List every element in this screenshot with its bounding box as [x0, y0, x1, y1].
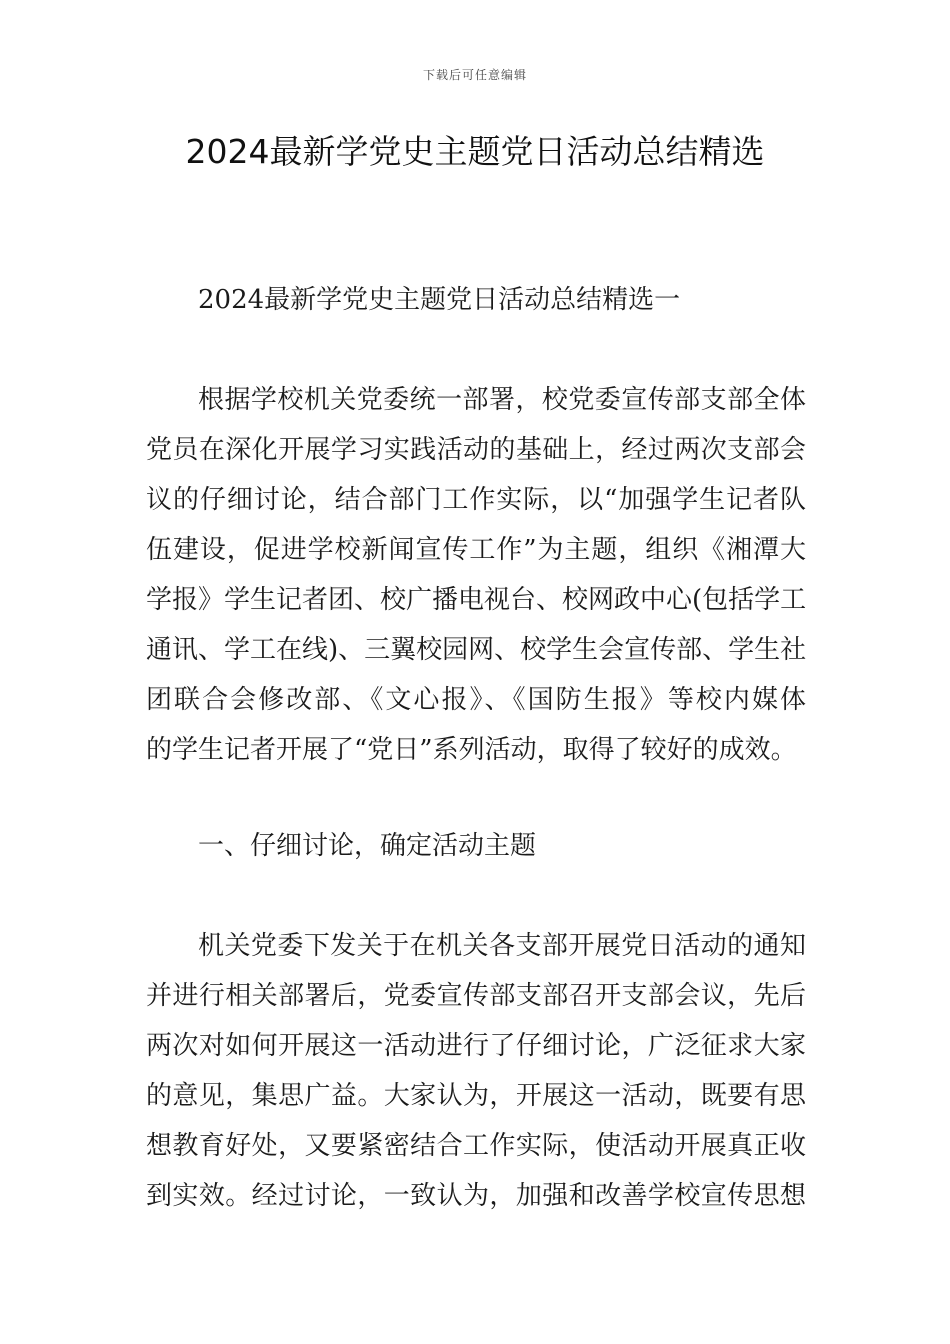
- paragraph-2-line-3: 两次对如何开展这一活动进行了仔细讨论，广泛征求大家: [146, 1031, 806, 1061]
- paragraph-2-line-6: 到实效。经过讨论，一致认为，加强和改善学校宣传思想: [146, 1181, 806, 1211]
- paragraph-2-line-5: 想教育好处，又要紧密结合工作实际，使活动开展真正收: [146, 1131, 806, 1161]
- paragraph-1-line-7: 团联合会修改部、《文心报》、《国防生报》等校内媒体: [146, 685, 806, 715]
- paragraph-1-line-6: 通讯、学工在线)、三翼校园网、校学生会宣传部、学生社: [146, 635, 807, 665]
- document-title: 2024最新学党史主题党日活动总结精选: [185, 132, 765, 171]
- paragraph-1-line-4: 伍建设，促进学校新闻宣传工作”为主题，组织《湘潭大: [146, 535, 806, 565]
- paragraph-1-line-3: 议的仔细讨论，结合部门工作实际，以“加强学生记者队: [146, 485, 806, 515]
- paragraph-2-line-1: 机关党委下发关于在机关各支部开展党日活动的通知: [198, 931, 806, 961]
- section-subtitle: 2024最新学党史主题党日活动总结精选一: [198, 285, 681, 315]
- section-1-heading: 一、仔细讨论，确定活动主题: [198, 831, 537, 861]
- paragraph-1-line-1: 根据学校机关党委统一部署，校党委宣传部支部全体: [198, 385, 806, 415]
- paragraph-1-line-2: 党员在深化开展学习实践活动的基础上，经过两次支部会: [146, 435, 806, 465]
- paragraph-1-line-5: 学报》学生记者团、校广播电视台、校网政中心(包括学工: [146, 585, 807, 615]
- paragraph-1-line-8: 的学生记者开展了“党日”系列活动，取得了较好的成效。: [146, 735, 797, 765]
- header-note: 下载后可任意编辑: [422, 68, 527, 82]
- paragraph-2-line-2: 并进行相关部署后，党委宣传部支部召开支部会议，先后: [146, 981, 806, 1011]
- paragraph-2-line-4: 的意见，集思广益。大家认为，开展这一活动，既要有思: [146, 1081, 806, 1111]
